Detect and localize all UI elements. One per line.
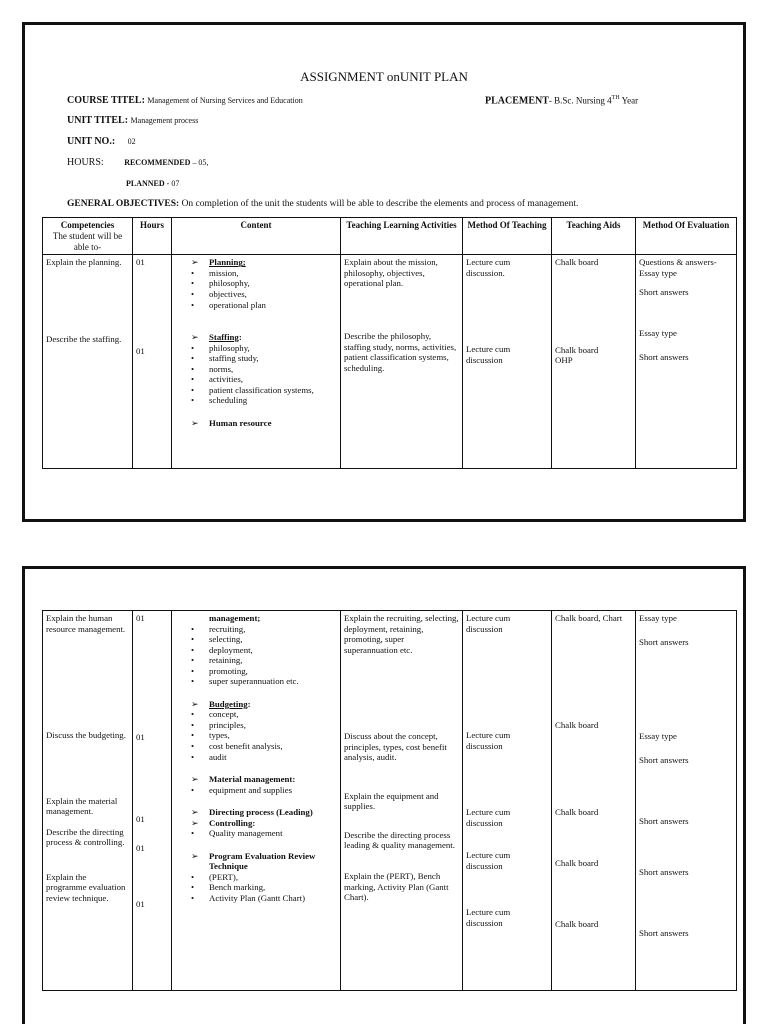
- list-item: • types,: [175, 730, 337, 741]
- unit-no-label: UNIT NO.:: [67, 136, 116, 147]
- material-management-heading: ➢ Material management:: [175, 774, 337, 785]
- header-method-of-teaching: Method Of Teaching: [463, 218, 552, 255]
- header-teaching-aids: Teaching Aids: [552, 218, 636, 255]
- list-item: • staffing study,: [175, 353, 337, 364]
- recommended-label: RECOMMENDED: [124, 158, 191, 167]
- course-title-label: COURSE TITEL:: [67, 95, 145, 106]
- course-title-line: [67, 95, 303, 106]
- planned-line: [126, 178, 179, 189]
- document-page-2: [22, 566, 746, 1024]
- document-title: ASSIGNMENT onUNIT PLAN: [300, 69, 468, 84]
- competency-cell: Explain the planning. Describe the staffing.: [43, 255, 133, 469]
- list-item: • recruiting,: [175, 624, 337, 635]
- recommended-value: – 05,: [190, 158, 209, 167]
- table-row: [43, 255, 737, 469]
- list-item: • patient classification systems,: [175, 385, 337, 396]
- teaching-learning-cell: Explain about the mission, philosophy, objectives, operational plan. Describe the philosophy, staffing study, norms, activities, patient classification systems, scheduling.: [341, 255, 463, 469]
- list-item: • retaining,: [175, 655, 337, 666]
- table-row: [43, 611, 737, 991]
- human-resource-heading: ➢ Human resource: [175, 418, 337, 429]
- list-item: • equipment and supplies: [175, 785, 337, 796]
- list-item: • (PERT),: [175, 872, 337, 883]
- pert-heading: ➢ Program Evaluation Review Technique: [175, 851, 337, 872]
- header-competencies: Competencies The student will be able to-: [43, 218, 133, 255]
- hours-cell: 01 01: [133, 255, 172, 469]
- pert-list: [175, 872, 337, 904]
- aids-cell: Chalk board Chalk board OHP: [552, 255, 636, 469]
- controlling-heading: ➢ Controlling:: [175, 818, 337, 829]
- list-item: • concept,: [175, 709, 337, 720]
- unit-plan-table-1: [42, 217, 737, 469]
- list-item: • selecting,: [175, 634, 337, 645]
- unit-no-value: 02: [127, 137, 136, 146]
- unit-no-line: [67, 136, 136, 147]
- header-teaching-learning-activities: Teaching Learning Activities: [341, 218, 463, 255]
- planning-list: [175, 268, 337, 310]
- document-page-1: [22, 22, 746, 522]
- planning-heading: ➢ Planning;: [175, 257, 337, 268]
- list-item: • scheduling: [175, 395, 337, 406]
- list-item: • promoting,: [175, 666, 337, 677]
- list-item: • deployment,: [175, 645, 337, 656]
- competency-cell: Explain the human resource management. Discuss the budgeting. Explain the material management. Describe the directing process & controlling. Explain the programme evaluation review technique.: [43, 611, 133, 991]
- hr-list: [175, 624, 337, 687]
- list-item: • activities,: [175, 374, 337, 385]
- method-cell: Lecture cum discussion Lecture cum discussion Lecture cum discussion Lecture cum discussion Lecture cum discussion: [463, 611, 552, 991]
- controlling-list: [175, 828, 337, 839]
- planned-value: - 07: [164, 179, 180, 188]
- hr-management-heading: management;: [209, 613, 261, 623]
- list-item: • Quality management: [175, 828, 337, 839]
- table-header-row: [43, 218, 737, 255]
- unit-title-value: Management process: [130, 116, 199, 125]
- header-method-of-evaluation: Method Of Evaluation: [636, 218, 737, 255]
- teaching-learning-cell: Explain the recruiting, selecting, deployment, retaining, promoting, super superannuation etc. Discuss about the concept, principles, types, cost benefit analysis, audit. Explain the equipment and supplies. Describe the directing process leading & quality management. Explain the (PERT), Bench marking, Activity Plan (Gantt Chart).: [341, 611, 463, 991]
- general-objectives-value: On completion of the unit the students will be able to describe the elements and process of management.: [179, 199, 579, 209]
- list-item: • norms,: [175, 364, 337, 375]
- list-item: • Activity Plan (Gantt Chart): [175, 893, 337, 904]
- placement-value: - B.Sc. Nursing 4: [548, 95, 612, 106]
- placement-label: PLACEMENT: [485, 95, 549, 107]
- list-item: • operational plan: [175, 300, 337, 311]
- budgeting-list: [175, 709, 337, 762]
- general-objectives: [67, 199, 578, 209]
- hours-label: HOURS:: [67, 157, 104, 168]
- evaluation-cell: Essay type Short answers Essay type Short answers Short answers Short answers Short answers: [636, 611, 737, 991]
- budgeting-heading: ➢ Budgeting:: [175, 699, 337, 710]
- hours-cell: 01 01 01 01 01: [133, 611, 172, 991]
- placement-year: Year: [619, 95, 639, 106]
- aids-cell: Chalk board, Chart Chalk board Chalk board Chalk board Chalk board: [552, 611, 636, 991]
- unit-title-line: [67, 115, 198, 126]
- method-cell: Lecture cum discussion. Lecture cum discussion: [463, 255, 552, 469]
- header-content: Content: [172, 218, 341, 255]
- list-item: • philosophy,: [175, 343, 337, 354]
- list-item: • principles,: [175, 720, 337, 731]
- list-item: • super superannuation etc.: [175, 676, 337, 687]
- material-list: [175, 785, 337, 796]
- content-cell: [172, 255, 341, 469]
- planned-label: PLANNED: [126, 179, 165, 188]
- list-item: • philosophy,: [175, 278, 337, 289]
- evaluation-cell: Questions & answers- Essay type Short answers Essay type Short answers: [636, 255, 737, 469]
- header-hours: Hours: [133, 218, 172, 255]
- content-cell: [172, 611, 341, 991]
- placement-superscript: TH: [611, 95, 620, 101]
- unit-plan-table-2: [42, 610, 737, 991]
- directing-process-heading: ➢ Directing process (Leading): [175, 807, 337, 818]
- list-item: • Bench marking,: [175, 882, 337, 893]
- staffing-list: [175, 343, 337, 406]
- unit-title-label: UNIT TITEL:: [67, 115, 129, 126]
- list-item: • mission,: [175, 268, 337, 279]
- staffing-heading: ➢ Staffing:: [175, 332, 337, 343]
- general-objectives-label: GENERAL OBJECTIVES:: [67, 199, 180, 209]
- placement-line: [485, 95, 638, 106]
- course-title-value: Management of Nursing Services and Education: [147, 96, 303, 105]
- list-item: • cost benefit analysis,: [175, 741, 337, 752]
- hours-line: [67, 157, 208, 168]
- list-item: • audit: [175, 752, 337, 763]
- list-item: • objectives,: [175, 289, 337, 300]
